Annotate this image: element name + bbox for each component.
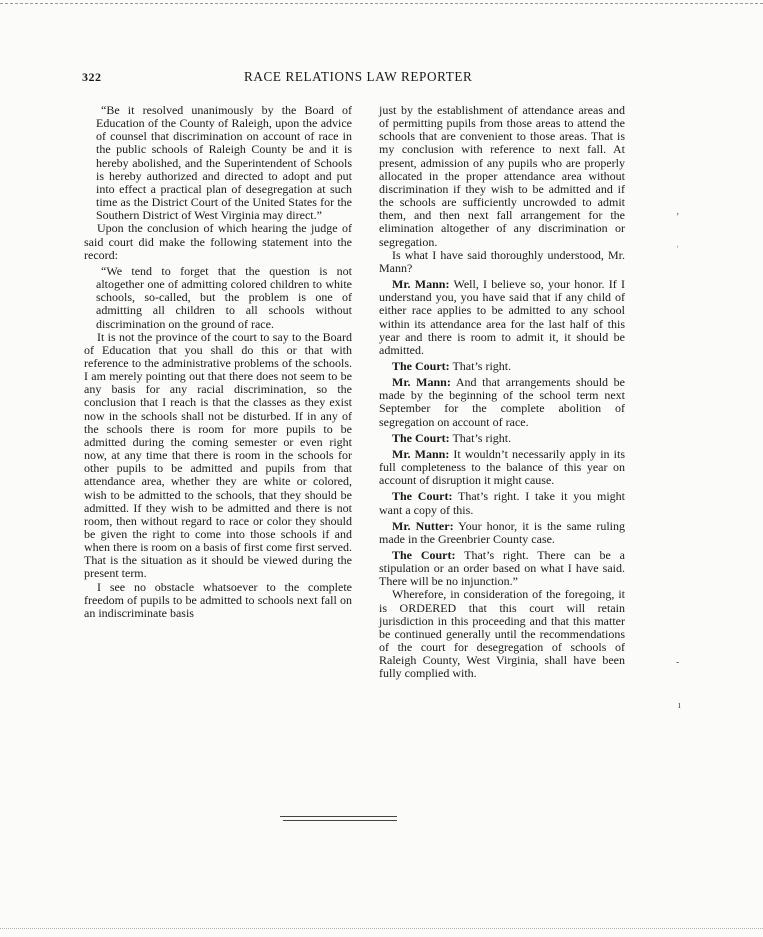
dialogue-line <box>379 448 625 487</box>
dialogue-text: Your honor, it is the same ruling made in the Greenbrier County case. <box>379 518 626 546</box>
bottom-scan-edge <box>0 928 763 929</box>
dialogue-text: That’s right. I take it you might want a copy of this. <box>379 489 626 517</box>
speaker-label: Mr. Mann: <box>392 446 450 461</box>
judge-statement-quote: “We tend to forget that the question is not altogether one of admitting colored children to white schools, so-called, but the problem is one of admitting all children to all schools without discrimination on the ground of race. <box>96 263 352 331</box>
paragraph: It is not the province of the court to say to the Board of Education that you shall do this or that with reference to the administrative problems of the schools. I am merely pointing out that there does not seem to be any basis for any racial discrimination, so the conclusion that I reach is that the classes as they exist now in the schools shall not be disturbed. If in any of the schools there is room for more pupils to be admitted during the coming semester or even right now, at any time that there is room in the schools for other pupils to be admitted and pupils from that attendance area, whether they are white or colored, wish to be admitted to the schools, that they should be admitted. If they wish to be admitted and there is not room, then without regard to race or color they should be given the right to come into those schools if and when there is room on a basis of first come first served. That is the situation as it should be viewed during the present term. <box>84 329 352 581</box>
dialogue-text: It wouldn’t necessarily apply in its full completeness to the balance of this year on account of disruption it might cause. <box>379 446 625 488</box>
dialogue-line <box>379 376 625 429</box>
top-scan-edge <box>0 3 763 4</box>
dialogue-line <box>379 278 625 357</box>
speaker-label: The Court: <box>392 548 456 562</box>
margin-speck: - <box>676 657 680 668</box>
dialogue-text: And that arrangements should be made by the beginning of the school term next September for the complete abolition of segregation on account of race. <box>379 375 625 429</box>
order-paragraph: Wherefore, in consideration of the foregoing, it is ORDERED that this court will retain jurisdiction in this proceeding and that this matter be continued generally until the recommendations of the court for desegregation of schools of Raleigh County, West Virginia, shall have been fully complied with. <box>379 587 625 681</box>
section-end-rule-lower <box>283 820 397 821</box>
dialogue-line <box>379 520 625 546</box>
section-end-rule <box>280 816 397 817</box>
paragraph: I see no obstacle whatsoever to the complete freedom of pupils to be admitted to schools next fall on an indiscriminate basis <box>84 579 352 620</box>
left-column <box>84 104 352 620</box>
right-column <box>379 104 625 681</box>
paragraph: Is what I have said thoroughly understood, Mr. Mann? <box>379 247 625 275</box>
speaker-label: The Court: <box>392 358 450 373</box>
speaker-label: The Court: <box>392 489 453 504</box>
resolution-quote: “Be it resolved unanimously by the Board of Education of the County of Raleigh, upon the advice of counsel that discrimination on account of race in the public schools of Raleigh County be and it is hereby abolished, and the Superintendent of Schools is hereby authorized and directed to adopt and put into effect a practical plan of desegregation at such time as the District Court of the United States for the Southern District of West Virginia may direct.” <box>96 103 352 223</box>
dialogue-line <box>379 549 625 588</box>
paragraph: Upon the conclusion of which hearing the judge of said court did make the following statement into the record: <box>84 221 352 262</box>
speaker-label: Mr. Mann: <box>392 277 450 292</box>
speaker-label: Mr. Nutter: <box>392 518 454 533</box>
speaker-label: The Court: <box>392 430 450 445</box>
dialogue-text: That’s right. There can be a stipulation or an order based on what I have said. There will be no injunction.” <box>379 548 625 589</box>
running-head: RACE RELATIONS LAW REPORTER <box>244 69 473 84</box>
paragraph: just by the establishment of attendance areas and of permitting pupils from those areas to attend the schools that are convenient to those areas. That is my conclusion with reference to next fall. At present, admission of any pupils who are properly allocated in the proper attendance area without discrimination if they wish to be admitted and if the schools are sufficiently uncrowded to admit them, and then next fall arrangement for the elimination altogether of any discrimination or segregation. <box>379 103 625 249</box>
dialogue-text: That’s right. <box>449 358 512 373</box>
margin-speck: ‚ <box>676 206 680 217</box>
page-number: 322 <box>82 70 102 84</box>
dialogue-text: That’s right. <box>449 430 512 445</box>
dialogue-line <box>379 360 625 373</box>
speaker-label: Mr. Mann: <box>392 375 451 390</box>
dialogue-text: Well, I believe so, your honor. If I understand you, you have said that if any child of either race applies to be admitted to any school within its attendance area for the last half of this year and there is room to admit it, it should be admitted. <box>379 277 625 357</box>
margin-speck: ˈ <box>676 245 680 256</box>
margin-speck: ı <box>678 700 681 711</box>
dialogue-line <box>379 432 625 445</box>
dialogue-line <box>379 490 625 516</box>
